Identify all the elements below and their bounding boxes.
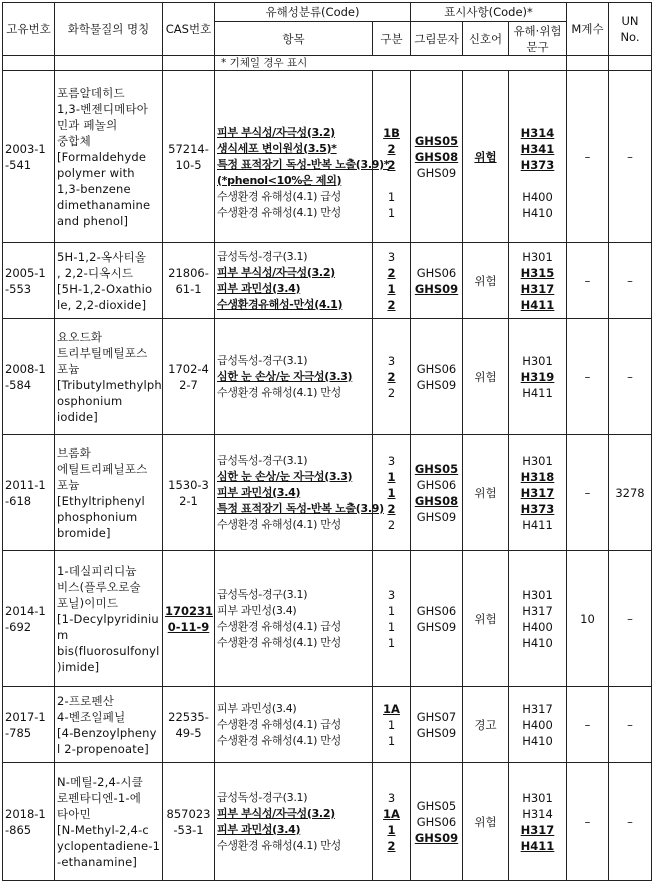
hazard-statements — [509, 551, 567, 687]
chemical-name-line: [1-Decylpyridiniu — [57, 611, 159, 626]
table-row — [3, 71, 652, 243]
m-factor: – — [567, 687, 609, 763]
hazard-statement: H317 — [520, 822, 555, 837]
hazard-item: 생식세포 변이원성(3.5)* — [217, 141, 337, 155]
hazard-categories — [373, 763, 411, 881]
chemical-id-line: 2014-1 — [5, 603, 46, 618]
hazard-category: 2 — [387, 385, 396, 400]
signal-word — [463, 243, 509, 319]
chemical-name-line: 5H-1,2-옥사티올 — [57, 249, 147, 264]
hazard-item: 수생환경 유해성(4.1) 만성 — [217, 635, 341, 649]
cas-number-line: 10-5 — [175, 157, 202, 172]
un-number: 3278 — [609, 435, 652, 551]
table-row — [3, 687, 652, 763]
cas-number-line: 61-1 — [175, 281, 202, 296]
hazard-item: 수생환경 유해성(4.1) 만성 — [217, 838, 341, 852]
pictogram-code: GHS09 — [416, 619, 457, 634]
note-spacer — [567, 56, 609, 71]
cas-number — [163, 71, 215, 243]
signal-word-text: 위험 — [474, 814, 497, 829]
hazard-statement: H318 — [520, 469, 555, 484]
chemical-name-line: [Tributylmethylph — [57, 377, 162, 392]
hazard-statement: H373 — [520, 157, 555, 172]
hazard-statement: H373 — [520, 501, 555, 516]
hazard-categories — [373, 687, 411, 763]
hazard-statements — [509, 243, 567, 319]
chemical-id — [3, 435, 55, 551]
cas-number-line: 22535- — [168, 709, 209, 724]
chemical-name-line: l 2-propenoate] — [57, 741, 149, 756]
signal-word-text: 위험 — [474, 369, 497, 384]
chemical-id-line: -553 — [5, 281, 32, 296]
cas-number-line: 0-11-9 — [167, 619, 210, 634]
pictogram-code: GHS05 — [416, 798, 457, 813]
signal-word — [463, 687, 509, 763]
pictogram-code: GHS06 — [416, 265, 457, 280]
pictogram-code: GHS09 — [416, 377, 457, 392]
hazard-item: 피부 과민성(3.4) — [217, 603, 297, 617]
hazard-item: 수생환경 유해성(4.1) 만성 — [217, 733, 341, 747]
hazard-statement: H411 — [522, 385, 553, 400]
hazard-statements — [509, 319, 567, 435]
m-factor: 10 — [567, 551, 609, 687]
pictograms — [411, 435, 463, 551]
signal-word-text: 경고 — [474, 717, 497, 732]
hazard-statement — [511, 173, 564, 189]
line-spacer — [217, 109, 370, 125]
chemical-id-line: 2008-1 — [5, 361, 46, 376]
chemical-name-line: bromide] — [57, 525, 111, 540]
chemical-id-line: 2003-1 — [5, 141, 46, 156]
m-factor: – — [567, 763, 609, 881]
chemical-name — [55, 243, 163, 319]
chemical-id-line: 2018-1 — [5, 806, 46, 821]
chemical-name-line: bis(fluorosulfonyl — [57, 643, 160, 658]
pictograms — [411, 71, 463, 243]
pictogram-code: GHS09 — [414, 281, 459, 296]
hazard-category: 1 — [387, 189, 396, 204]
header-mfactor: M계수 — [567, 3, 609, 56]
table-row — [3, 243, 652, 319]
hazard-statement: H301 — [522, 353, 553, 368]
un-number: – — [609, 551, 652, 687]
hazard-statements — [509, 71, 567, 243]
chemical-name — [55, 319, 163, 435]
chemical-name-line: phosphonium — [57, 509, 138, 524]
chemical-name-line: 트리부틸메틸포스 — [57, 345, 148, 360]
hazard-statement: H341 — [520, 141, 555, 156]
hazard-item: 수생환경 유해성(4.1) 급성 — [217, 619, 341, 633]
hazard-item: 급성독성-경구(3.1) — [217, 453, 308, 467]
chemical-name-line: 브롬화 — [57, 445, 91, 460]
chemical-id — [3, 319, 55, 435]
chemical-id — [3, 243, 55, 319]
hazard-categories — [373, 243, 411, 319]
cas-number — [163, 319, 215, 435]
cas-number-line: 49-5 — [175, 725, 202, 740]
header-statement: 유해·위험 문구 — [509, 22, 567, 56]
hazard-statement: H410 — [522, 733, 553, 748]
hazard-category: 3 — [387, 249, 396, 264]
pictogram-code: GHS09 — [416, 165, 457, 180]
header-signal: 신호어 — [463, 22, 509, 56]
pictograms — [411, 243, 463, 319]
chemical-name-line: 비스(플루오로술 — [57, 579, 141, 594]
hazard-item: 수생환경 유해성(4.1) 만성 — [217, 205, 341, 219]
table-row — [3, 435, 652, 551]
hazard-category: 2 — [387, 297, 396, 312]
cas-number-line: 170231 — [165, 603, 214, 618]
hazard-statement: H411 — [520, 297, 555, 312]
hazard-statement: H301 — [522, 790, 553, 805]
hazard-categories — [373, 551, 411, 687]
header-id: 고유번호 — [3, 3, 55, 56]
hazard-category: 1B — [383, 125, 400, 140]
hazard-category: 1 — [387, 485, 396, 500]
chemical-name-line: 에틸트리페닐포스 — [57, 461, 148, 476]
hazard-item: 수생환경 유해성(4.1) 만성 — [217, 385, 341, 399]
hazard-category: 2 — [387, 838, 396, 853]
hazard-statements — [509, 435, 567, 551]
chemical-id — [3, 763, 55, 881]
chemical-name-line: iodide] — [57, 409, 98, 424]
hazard-item: 피부 과민성(3.4) — [217, 701, 297, 715]
hazard-items — [215, 763, 373, 881]
chemical-id-line: 2005-1 — [5, 265, 46, 280]
cas-number — [163, 243, 215, 319]
hazard-statement: H317 — [520, 485, 555, 500]
hazard-item: 급성독성-경구(3.1) — [217, 790, 308, 804]
header-un-text: UN No. — [620, 14, 640, 44]
hazard-items — [215, 243, 373, 319]
hazard-item: 피부 과민성(3.4) — [217, 485, 301, 499]
chemical-id — [3, 687, 55, 763]
hazard-item: 수생환경 유해성(4.1) 급성 — [217, 717, 341, 731]
hazard-item: 피부 부식성/자극성(3.2) — [217, 265, 335, 279]
chemical-name-line: 포늄 — [57, 477, 80, 492]
table-body — [3, 71, 652, 881]
chemical-name-line: [Ethyltriphenyl — [57, 493, 145, 508]
header-cas: CAS번호 — [163, 3, 215, 56]
hazard-statement: H317 — [522, 701, 553, 716]
m-factor: – — [567, 71, 609, 243]
hazard-statements — [509, 687, 567, 763]
chemical-name-line: osphonium — [57, 393, 123, 408]
chemical-name-line: 4-벤조일페닐 — [57, 709, 126, 724]
cas-number-line: -53-1 — [173, 822, 204, 837]
chemical-name-line: dimethanamine — [57, 197, 151, 212]
hazard-category: 1A — [383, 701, 400, 716]
hazard-statement: H301 — [522, 587, 553, 602]
chemical-name-line: N-메틸-2,4-시클 — [57, 774, 143, 789]
m-factor: – — [567, 319, 609, 435]
table-row — [3, 551, 652, 687]
hazard-category: 1 — [387, 717, 396, 732]
chemical-id-line: -865 — [5, 822, 32, 837]
cas-number-line: 2-7 — [179, 377, 198, 392]
hazard-statement: H411 — [520, 838, 555, 853]
hazard-category — [375, 173, 408, 189]
note-spacer — [163, 56, 215, 71]
un-number: – — [609, 71, 652, 243]
chemical-name-line: 포닐)이미드 — [57, 595, 119, 610]
chemical-name-line: 포름알데히드 — [57, 85, 125, 100]
chemical-id-line: 2011-1 — [5, 477, 46, 492]
un-number: – — [609, 687, 652, 763]
hazard-categories — [373, 71, 411, 243]
table-row — [3, 763, 652, 881]
chemical-id-line: -618 — [5, 493, 32, 508]
signal-word — [463, 435, 509, 551]
chemical-name-line: 포늄 — [57, 361, 80, 376]
chemical-name-line: [4-Benzoylpheny — [57, 725, 157, 740]
signal-word-text: 위험 — [474, 611, 497, 626]
hazard-item: 수생환경유해성-만성(4.1) — [217, 297, 343, 311]
chemical-id-line: -541 — [5, 157, 32, 172]
signal-word — [463, 71, 509, 243]
pictogram-code: GHS08 — [414, 493, 459, 508]
hazard-item: 피부 과민성(3.4) — [217, 281, 301, 295]
hazard-statement: H314 — [522, 806, 553, 821]
chemical-name-line: 민과 페놀의 — [57, 117, 118, 132]
signal-word-text: 위험 — [474, 273, 497, 288]
m-factor: – — [567, 243, 609, 319]
chemical-id — [3, 71, 55, 243]
hazard-category: 2 — [387, 157, 396, 172]
pictograms — [411, 763, 463, 881]
header-un — [609, 3, 652, 56]
hazard-category: 1 — [387, 733, 396, 748]
hazard-item: 피부 부식성/자극성(3.2) — [217, 806, 335, 820]
hazard-category: 1A — [383, 806, 400, 821]
cas-number-line: 1530-3 — [168, 477, 209, 492]
cas-number — [163, 551, 215, 687]
table-row — [3, 319, 652, 435]
hazard-item: 심한 눈 손상/눈 자극성(3.3) — [217, 469, 353, 483]
cas-number — [163, 763, 215, 881]
hazard-category: 3 — [387, 353, 396, 368]
chemical-name-line: 로펜타디엔-1-에 — [57, 790, 142, 805]
chemical-name — [55, 435, 163, 551]
chemical-id — [3, 551, 55, 687]
chemical-name-line: polymer with — [57, 165, 135, 180]
un-number: – — [609, 319, 652, 435]
hazard-statement: H315 — [520, 265, 555, 280]
chemical-name-line: )imide] — [57, 659, 100, 674]
hazard-category: 3 — [387, 790, 396, 805]
hazard-statement: H301 — [522, 249, 553, 264]
hazard-statement: H400 — [522, 717, 553, 732]
hazard-item: 피부 과민성(3.4) — [217, 822, 301, 836]
hazard-items — [215, 551, 373, 687]
pictogram-code: GHS05 — [414, 461, 459, 476]
hazard-statement: H410 — [522, 205, 553, 220]
pictogram-code: GHS06 — [416, 814, 457, 829]
chemical-name-line: m — [57, 627, 69, 642]
line-spacer — [375, 93, 408, 109]
note-spacer — [609, 56, 652, 71]
pictogram-code: GHS08 — [414, 149, 459, 164]
chemical-name-line: [Formaldehyde — [57, 149, 147, 164]
hazard-statement: H400 — [522, 619, 553, 634]
pictogram-code: GHS07 — [416, 709, 457, 724]
hazard-items — [215, 435, 384, 551]
hazard-item: 특정 표적장기 독성-반복 노출(3.9)* — [217, 157, 390, 171]
chemical-name-line: and phenol] — [57, 213, 129, 228]
hazard-category: 1 — [387, 635, 396, 650]
chemical-id-line: -584 — [5, 377, 32, 392]
hazard-statement: H317 — [522, 603, 553, 618]
hazard-category: 1 — [387, 603, 396, 618]
chemical-name — [55, 551, 163, 687]
hazard-statement: H410 — [522, 635, 553, 650]
hazard-category: 3 — [387, 453, 396, 468]
pictograms — [411, 551, 463, 687]
hazard-item: (*phenol<10%은 제외) — [217, 173, 342, 187]
pictogram-code: GHS09 — [416, 725, 457, 740]
chemical-name-line: yclopentadiene-1 — [57, 838, 161, 853]
cas-number-line: 21806- — [168, 265, 209, 280]
hazard-item: 수생환경 유해성(4.1) 만성 — [217, 517, 341, 531]
hazard-item: 급성독성-경구(3.1) — [217, 587, 308, 601]
header-label-group: 표시사항(Code)* — [411, 3, 567, 22]
pictogram-code: GHS06 — [416, 361, 457, 376]
un-number: – — [609, 763, 652, 881]
un-number: – — [609, 243, 652, 319]
hazard-category: 1 — [387, 822, 396, 837]
signal-word — [463, 763, 509, 881]
signal-word-text: 위험 — [474, 149, 497, 164]
cas-number-line: 57214- — [168, 141, 209, 156]
hazard-items — [215, 71, 390, 243]
chemical-name-line: 1,3-benzene — [57, 181, 131, 196]
pictogram-code: GHS06 — [416, 603, 457, 618]
signal-word — [463, 551, 509, 687]
hazard-category: 2 — [387, 265, 396, 280]
signal-word-text: 위험 — [474, 485, 497, 500]
pictogram-code: GHS09 — [416, 509, 457, 524]
hazard-category: 2 — [387, 517, 396, 532]
chemical-id-line: -692 — [5, 619, 32, 634]
chemical-name-line: 1,3-벤젠디메타아 — [57, 101, 149, 116]
pictogram-code: GHS05 — [414, 133, 459, 148]
hazard-item: 특정 표적장기 독성-반복 노출(3.9) — [217, 501, 384, 515]
chemical-hazard-table — [2, 2, 652, 881]
hazard-category: 1 — [387, 469, 396, 484]
hazard-statement: H319 — [520, 369, 555, 384]
hazard-categories — [373, 435, 411, 551]
hazard-statement: H317 — [520, 281, 555, 296]
hazard-category: 2 — [387, 369, 396, 384]
hazard-statement: H301 — [522, 453, 553, 468]
chemical-name-line: [N-Methyl-2,4-c — [57, 822, 149, 837]
hazard-category: 3 — [387, 587, 396, 602]
hazard-statement: H411 — [522, 517, 553, 532]
line-spacer — [217, 93, 370, 109]
signal-word — [463, 319, 509, 435]
chemical-name-line: le, 2,2-dioxide] — [57, 297, 147, 312]
note-spacer — [3, 56, 55, 71]
chemical-name — [55, 687, 163, 763]
hazard-category: 1 — [387, 205, 396, 220]
chemical-name-line: 요오드화 — [57, 329, 103, 344]
chemical-name-line: 1-데실피리디늄 — [57, 563, 137, 578]
line-spacer — [375, 109, 408, 125]
hazard-item: 급성독성-경구(3.1) — [217, 249, 308, 263]
header-hazard-item: 항목 — [215, 22, 373, 56]
chemical-name-line: [5H-1,2-Oxathio — [57, 281, 153, 296]
header-hazard-category: 구분 — [373, 22, 411, 56]
cas-number — [163, 687, 215, 763]
chemical-name-line: -ethanamine] — [57, 854, 138, 869]
header-name: 화학물질의 명칭 — [55, 3, 163, 56]
chemical-name — [55, 763, 163, 881]
hazard-item: 심한 눈 손상/눈 자극성(3.3) — [217, 369, 353, 383]
hazard-category: 1 — [387, 281, 396, 296]
hazard-category: 2 — [387, 501, 396, 516]
hazard-items — [215, 319, 373, 435]
chemical-name-line: 중합체 — [57, 133, 91, 148]
pictograms — [411, 319, 463, 435]
hazard-item: 수생환경 유해성(4.1) 급성 — [217, 189, 341, 203]
header-pictogram: 그림문자 — [411, 22, 463, 56]
hazard-category: 1 — [387, 619, 396, 634]
header-hazard-group: 유해성분류(Code) — [215, 3, 411, 22]
hazard-category: 2 — [387, 141, 396, 156]
chemical-name-line: , 2,2-디옥시드 — [57, 265, 134, 280]
hazard-statements — [509, 763, 567, 881]
m-factor: – — [567, 435, 609, 551]
line-spacer — [511, 109, 564, 125]
cas-number-line: 857023 — [166, 806, 211, 821]
cas-number — [163, 435, 215, 551]
pictogram-code: GHS09 — [414, 830, 459, 845]
hazard-items — [215, 687, 373, 763]
pictogram-code: GHS06 — [416, 477, 457, 492]
hazard-item: 급성독성-경구(3.1) — [217, 353, 308, 367]
hazard-statement: H314 — [520, 125, 555, 140]
chemical-id-line: 2017-1 — [5, 709, 46, 724]
chemical-name-line: 2-프로펜산 — [57, 693, 115, 708]
hazard-categories — [373, 319, 411, 435]
gas-note: * 기체일 경우 표시 — [215, 56, 567, 71]
cas-number-line: 1702-4 — [168, 361, 209, 376]
chemical-name-line: 타아민 — [57, 806, 91, 821]
pictograms — [411, 687, 463, 763]
hazard-statement: H400 — [522, 189, 553, 204]
hazard-item: 피부 부식성/자극성(3.2) — [217, 125, 335, 139]
note-spacer — [55, 56, 163, 71]
line-spacer — [511, 93, 564, 109]
chemical-id-line: -785 — [5, 725, 32, 740]
chemical-name — [55, 71, 163, 243]
cas-number-line: 2-1 — [179, 493, 198, 508]
